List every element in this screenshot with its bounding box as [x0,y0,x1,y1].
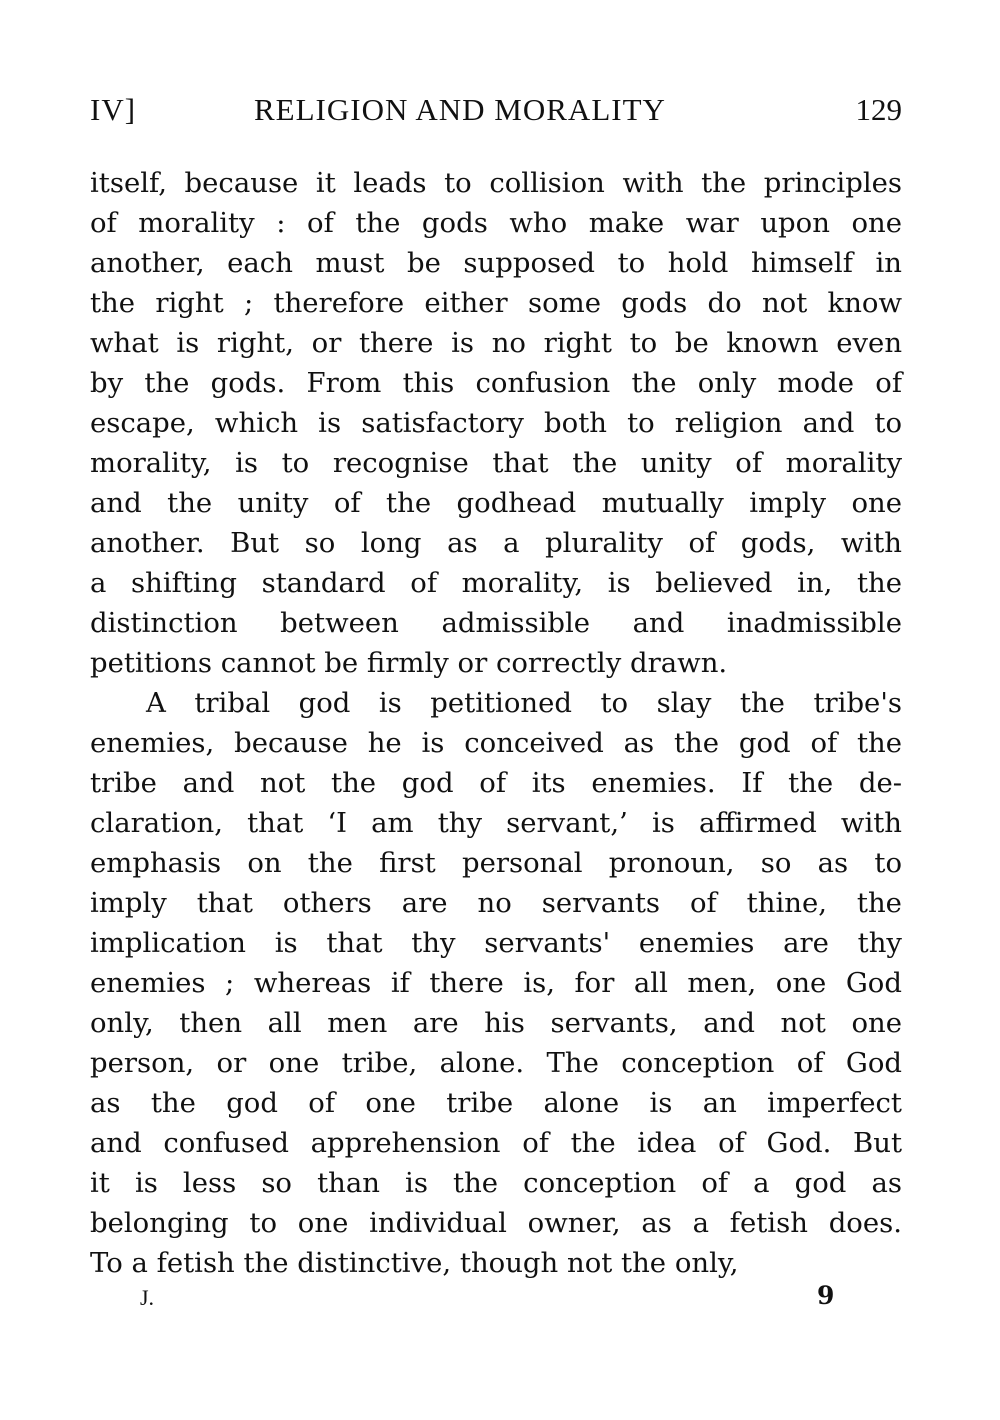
text-line: and the unity of the godhead mutually imply one [90,487,903,519]
text-line: belonging to one individual owner, as a fetish does. [90,1207,902,1239]
text-line: itself, because it leads to collision with the principles [90,167,902,199]
text-line: escape, which is satisfactory both to religion and to [90,407,903,439]
text-line: enemies ; whereas if there is, for all men, one God [90,967,902,999]
text-line: the right ; therefore either some gods do not know [90,287,903,319]
text-line: another. But so long as a plurality of gods, with [90,527,903,559]
running-head [90,88,902,132]
text-line: by the gods. From this confusion the only mode of [90,367,903,399]
text-line: emphasis on the first personal pronoun, so as to [90,847,903,879]
body-text [90,163,902,1283]
chapter-number: IV] [90,92,137,127]
paragraph [90,163,902,683]
text-line: of morality : of the gods who make war upon one [90,207,903,239]
text-line: claration, that ‘I am thy servant,’ is affirmed with [90,807,903,839]
text-line: person, or one tribe, alone. The conception of God [90,1047,903,1079]
text-line: morality, is to recognise that the unity of morality [90,447,903,479]
text-line: another, each must be supposed to hold himself in [90,247,902,279]
text-line: a shifting standard of morality, is believed in, the [90,567,903,599]
text-line: as the god of one tribe alone is an imperfect [90,1087,902,1119]
text-line: petitions cannot be firmly or correctly drawn. [90,647,728,679]
text-line: To a fetish the distinctive, though not the only, [90,1247,739,1279]
text-line: A tribal god is petitioned to slay the tribe's [146,687,902,719]
text-line: enemies, because he is conceived as the god of the [90,727,903,759]
text-line: and confused apprehension of the idea of God. But [90,1127,903,1159]
running-title: RELIGION AND MORALITY [254,92,666,127]
text-line: only, then all men are his servants, and not one [90,1007,902,1039]
text-line: implication is that thy servants' enemies are thy [90,927,902,959]
text-line: it is less so than is the conception of a god as [90,1167,903,1199]
text-line: tribe and not the god of its enemies. If the de- [90,767,903,799]
paragraph [90,683,902,1283]
text-line: what is right, or there is no right to be known even [90,327,903,359]
gathering-number: 9 [817,1281,835,1310]
text-line: distinction between admissible and inadmissible [90,607,902,639]
page-number: 129 [855,92,902,127]
signature-mark: J. [140,1285,155,1310]
text-line: imply that others are no servants of thine, the [90,887,902,919]
